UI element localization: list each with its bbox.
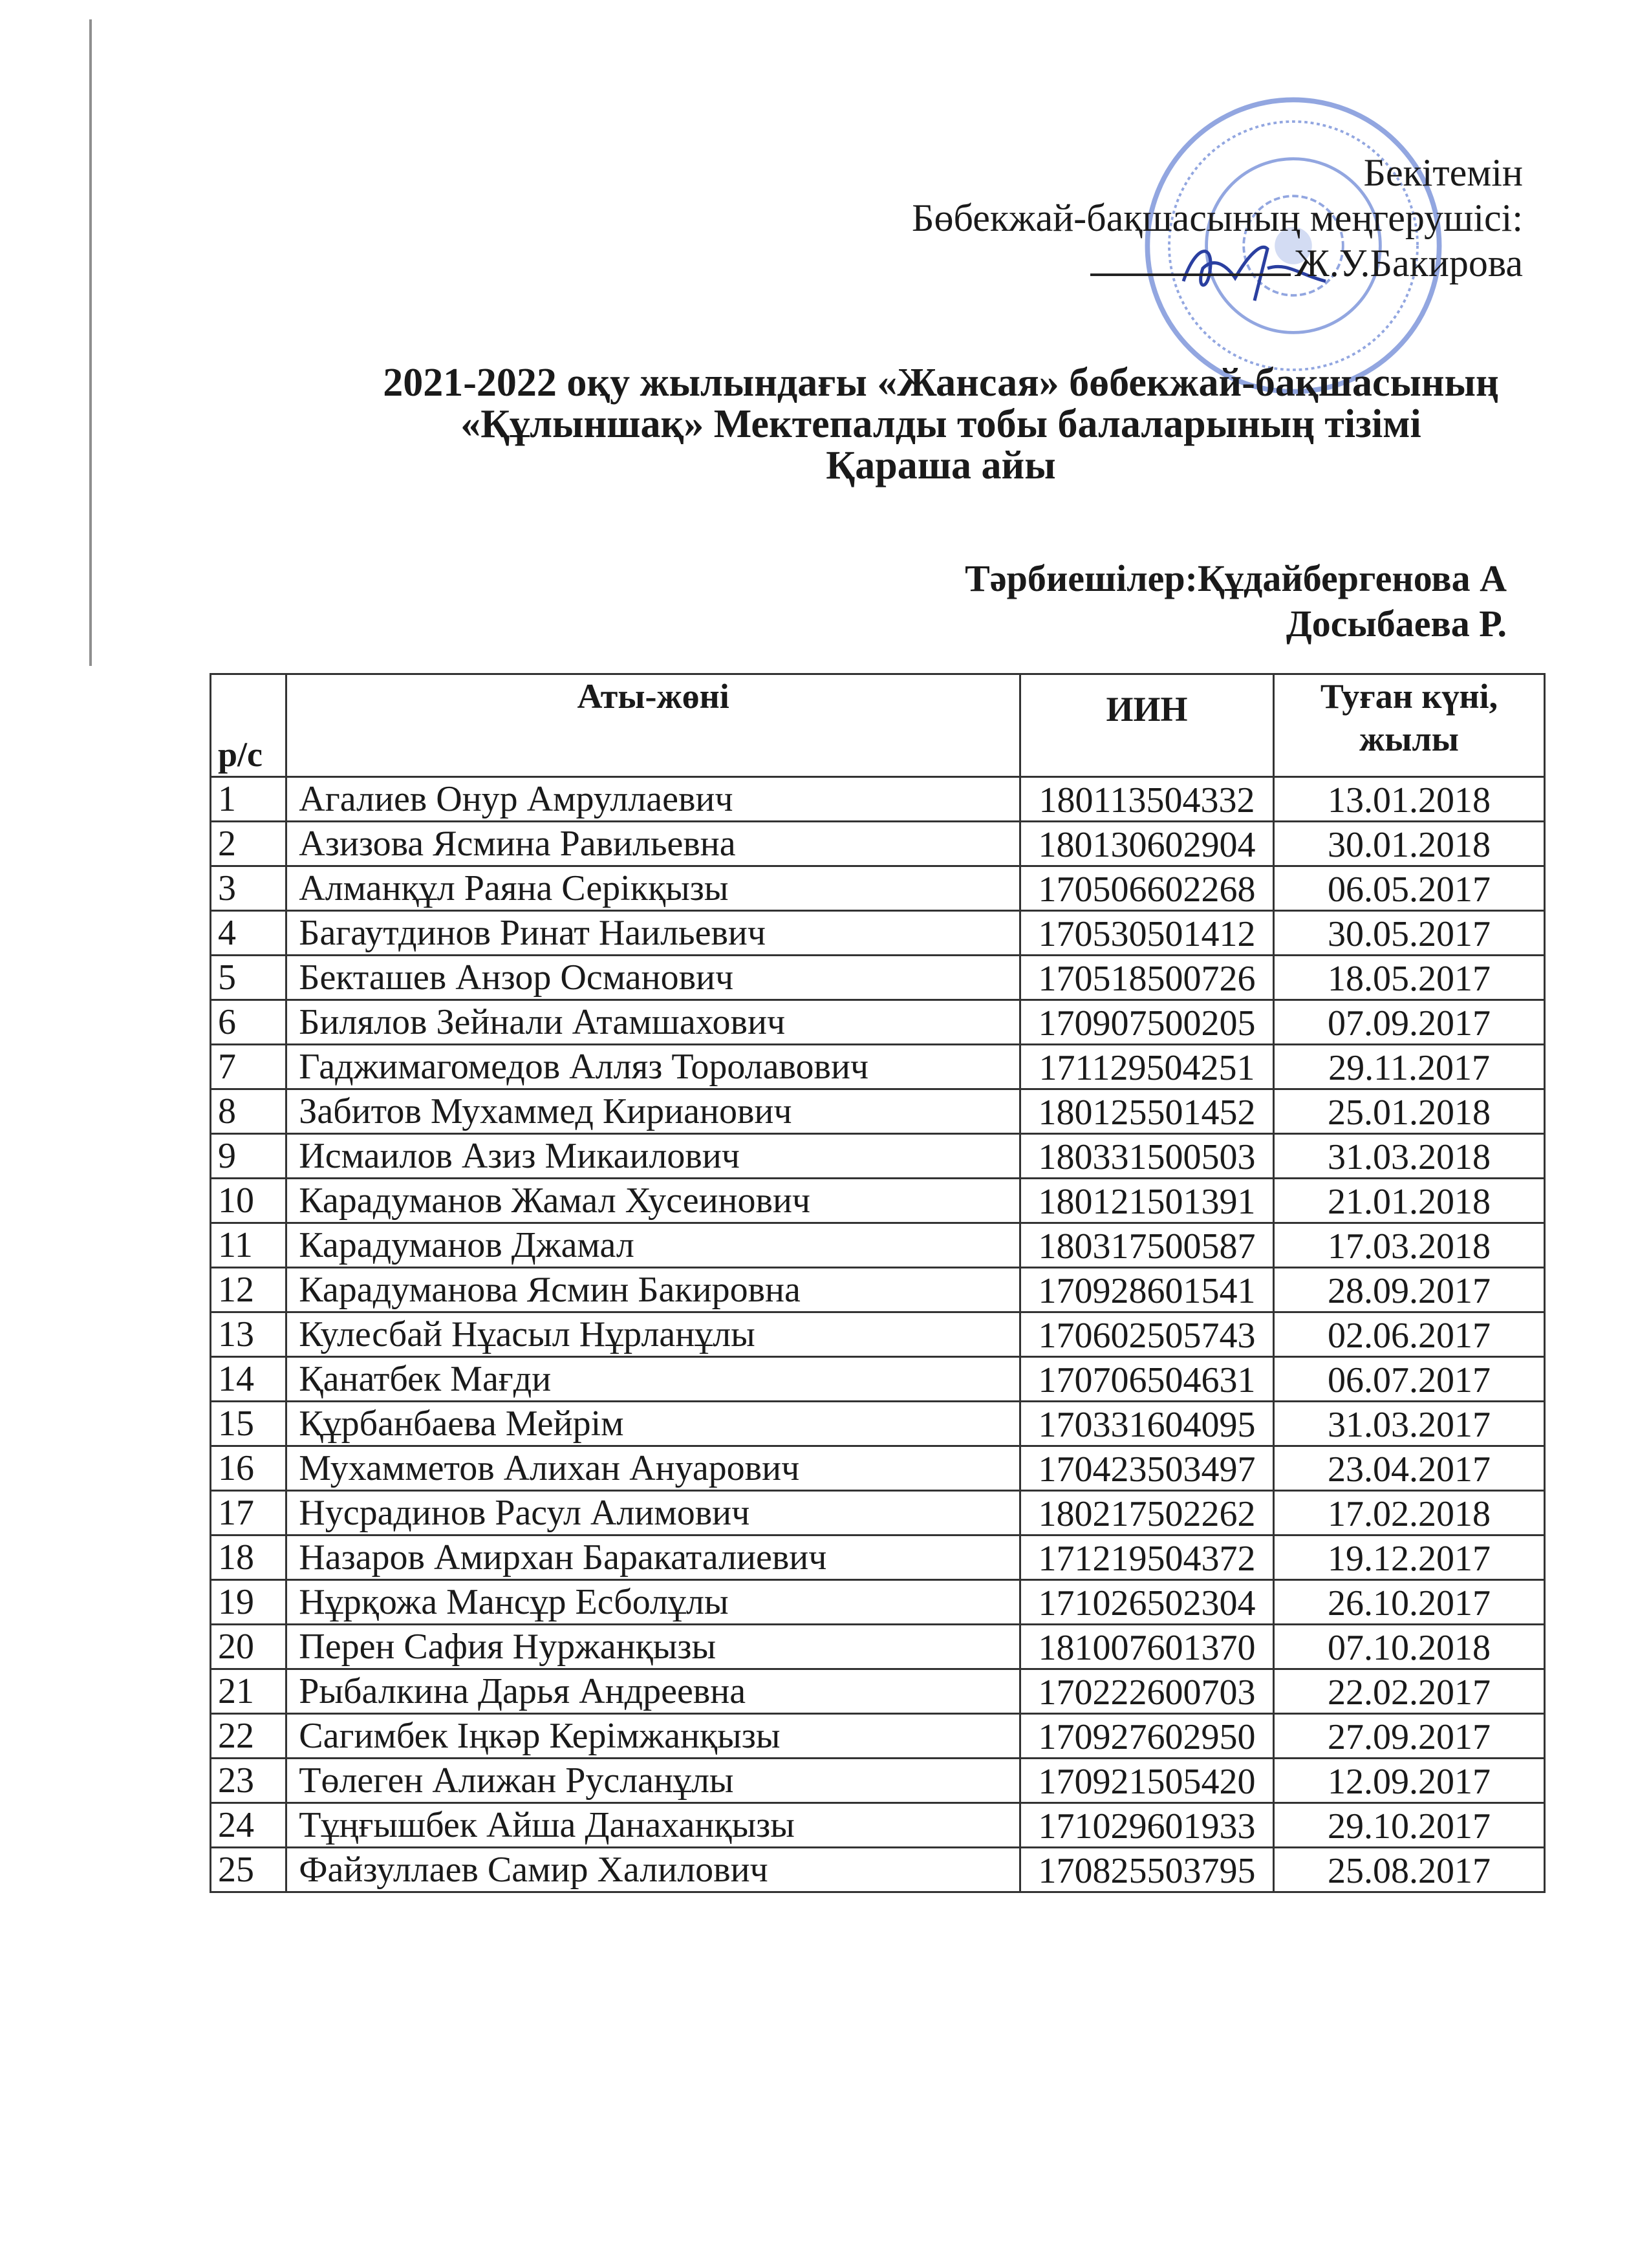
table-row (211, 1223, 1545, 1268)
child-dob: 26.10.2017 (1274, 1580, 1545, 1625)
child-dob: 31.03.2018 (1274, 1134, 1545, 1179)
child-name: Файзуллаев Самир Халилович (286, 1848, 1020, 1892)
table-row (211, 1089, 1545, 1134)
child-dob: 19.12.2017 (1274, 1535, 1545, 1580)
child-name: Гаджимагомедов Алляз Торолавович (286, 1045, 1020, 1089)
child-dob: 31.03.2017 (1274, 1402, 1545, 1446)
child-iin: 180125501452 (1020, 1089, 1273, 1134)
header-num: р/с (211, 674, 286, 777)
child-iin: 170602505743 (1020, 1312, 1273, 1357)
table-row (211, 1580, 1545, 1625)
child-dob: 06.07.2017 (1274, 1357, 1545, 1402)
title-line-2: «Құлыншақ» Мектепалды тобы балаларының тізімі (460, 402, 1421, 446)
table-row (211, 911, 1545, 956)
row-number: 10 (211, 1179, 286, 1223)
row-number: 12 (211, 1268, 286, 1312)
title-line-1: 2021-2022 оқу жылындағы «Жансая» бөбекжай-бақшасының (383, 361, 1499, 405)
child-dob: 29.10.2017 (1274, 1803, 1545, 1848)
child-name: Агалиев Онур Амруллаевич (286, 777, 1020, 822)
child-dob: 25.08.2017 (1274, 1848, 1545, 1892)
child-dob: 07.10.2018 (1274, 1625, 1545, 1669)
row-number: 24 (211, 1803, 286, 1848)
child-iin: 170518500726 (1020, 956, 1273, 1000)
child-iin: 180331500503 (1020, 1134, 1273, 1179)
table-row (211, 1357, 1545, 1402)
child-iin: 171219504372 (1020, 1535, 1273, 1580)
child-iin: 171129504251 (1020, 1045, 1273, 1089)
row-number: 2 (211, 822, 286, 866)
child-dob: 30.05.2017 (1274, 911, 1545, 956)
row-number: 20 (211, 1625, 286, 1669)
child-name: Рыбалкина Дарья Андреевна (286, 1669, 1020, 1714)
child-name: Забитов Мухаммед Кирианович (286, 1089, 1020, 1134)
child-dob: 28.09.2017 (1274, 1268, 1545, 1312)
row-number: 23 (211, 1759, 286, 1803)
row-number: 3 (211, 866, 286, 911)
table-row (211, 1669, 1545, 1714)
row-number: 4 (211, 911, 286, 956)
header-name: Аты-жөні (286, 674, 1020, 777)
child-name: Билялов Зейнали Атамшахович (286, 1000, 1020, 1045)
child-name: Азизова Ясмина Равильевна (286, 822, 1020, 866)
teacher-1: Тәрбиешілер:Құдайбергенова А (965, 557, 1507, 599)
child-name: Төлеген Алижан Русланұлы (286, 1759, 1020, 1803)
child-dob: 30.01.2018 (1274, 822, 1545, 866)
child-iin: 171026502304 (1020, 1580, 1273, 1625)
child-dob: 12.09.2017 (1274, 1759, 1545, 1803)
child-name: Карадуманов Джамал (286, 1223, 1020, 1268)
row-number: 6 (211, 1000, 286, 1045)
header-iin: ИИН (1020, 674, 1273, 777)
child-dob: 23.04.2017 (1274, 1446, 1545, 1491)
child-iin: 180217502262 (1020, 1491, 1273, 1535)
table-row (211, 1402, 1545, 1446)
row-number: 17 (211, 1491, 286, 1535)
child-name: Исмаилов Азиз Микаилович (286, 1134, 1020, 1179)
child-name: Сагимбек Іңкәр Керімжанқызы (286, 1714, 1020, 1759)
child-iin: 171029601933 (1020, 1803, 1273, 1848)
child-iin: 170222600703 (1020, 1669, 1273, 1714)
children-table (210, 673, 1546, 1893)
table-row (211, 956, 1545, 1000)
child-iin: 180130602904 (1020, 822, 1273, 866)
signature-line (1090, 273, 1291, 276)
row-number: 22 (211, 1714, 286, 1759)
child-dob: 17.03.2018 (1274, 1223, 1545, 1268)
row-number: 13 (211, 1312, 286, 1357)
row-number: 11 (211, 1223, 286, 1268)
child-dob: 29.11.2017 (1274, 1045, 1545, 1089)
child-name: Мухамметов Алихан Ануарович (286, 1446, 1020, 1491)
row-number: 14 (211, 1357, 286, 1402)
child-iin: 170506602268 (1020, 866, 1273, 911)
table-row (211, 1268, 1545, 1312)
child-name: Карадуманова Ясмин Бакировна (286, 1268, 1020, 1312)
row-number: 9 (211, 1134, 286, 1179)
row-number: 16 (211, 1446, 286, 1491)
table-row (211, 1134, 1545, 1179)
child-iin: 170706504631 (1020, 1357, 1273, 1402)
child-iin: 170530501412 (1020, 911, 1273, 956)
child-iin: 180317500587 (1020, 1223, 1273, 1268)
child-name: Алманқұл Раяна Серікқызы (286, 866, 1020, 911)
child-dob: 17.02.2018 (1274, 1491, 1545, 1535)
child-name: Тұңғышбек Айша Данаханқызы (286, 1803, 1020, 1848)
child-dob: 22.02.2017 (1274, 1669, 1545, 1714)
child-dob: 21.01.2018 (1274, 1179, 1545, 1223)
child-name: Нусрадинов Расул Алимович (286, 1491, 1020, 1535)
title-line-3: Қараша айы (826, 444, 1056, 487)
row-number: 7 (211, 1045, 286, 1089)
approval-position: Бөбекжай-бақшасының меңгерушісі: (912, 197, 1523, 239)
child-name: Багаутдинов Ринат Наильевич (286, 911, 1020, 956)
approval-block (912, 150, 1523, 286)
table-row (211, 822, 1545, 866)
child-iin: 170927602950 (1020, 1714, 1273, 1759)
table-row (211, 1491, 1545, 1535)
child-iin: 170928601541 (1020, 1268, 1273, 1312)
row-number: 5 (211, 956, 286, 1000)
child-iin: 170825503795 (1020, 1848, 1273, 1892)
row-number: 21 (211, 1669, 286, 1714)
approval-signer (912, 241, 1523, 286)
child-dob: 07.09.2017 (1274, 1000, 1545, 1045)
table-header-row (211, 674, 1545, 777)
child-dob: 02.06.2017 (1274, 1312, 1545, 1357)
child-iin: 170921505420 (1020, 1759, 1273, 1803)
row-number: 19 (211, 1580, 286, 1625)
row-number: 15 (211, 1402, 286, 1446)
header-dob: Туған күні, жылы (1274, 674, 1545, 777)
child-iin: 180113504332 (1020, 777, 1273, 822)
document-title (246, 362, 1636, 486)
signer-name: Ж.У.Бакирова (1295, 242, 1523, 284)
child-dob: 25.01.2018 (1274, 1089, 1545, 1134)
child-name: Назаров Амирхан Баракаталиевич (286, 1535, 1020, 1580)
child-iin: 170423503497 (1020, 1446, 1273, 1491)
table-row (211, 1179, 1545, 1223)
child-name: Нұрқожа Мансұр Есболұлы (286, 1580, 1020, 1625)
child-iin: 181007601370 (1020, 1625, 1273, 1669)
table-row (211, 1848, 1545, 1892)
table-row (211, 1625, 1545, 1669)
table-row (211, 1446, 1545, 1491)
child-name: Перен Сафия Нуржанқызы (286, 1625, 1020, 1669)
child-name: Бекташев Анзор Османович (286, 956, 1020, 1000)
row-number: 8 (211, 1089, 286, 1134)
child-iin: 170907500205 (1020, 1000, 1273, 1045)
teachers-block (965, 556, 1507, 647)
teacher-2: Досыбаева Р. (1286, 603, 1507, 645)
child-name: Қанатбек Мағди (286, 1357, 1020, 1402)
child-iin: 170331604095 (1020, 1402, 1273, 1446)
approval-heading: Бекітемін (1363, 151, 1523, 194)
child-name: Кулесбай Нұасыл Нұрланұлы (286, 1312, 1020, 1357)
child-name: Карадуманов Жамал Хусеинович (286, 1179, 1020, 1223)
child-dob: 06.05.2017 (1274, 866, 1545, 911)
child-dob: 13.01.2018 (1274, 777, 1545, 822)
table-row (211, 1714, 1545, 1759)
child-dob: 27.09.2017 (1274, 1714, 1545, 1759)
table-row (211, 1759, 1545, 1803)
table-row (211, 1312, 1545, 1357)
row-number: 25 (211, 1848, 286, 1892)
table-row (211, 1803, 1545, 1848)
table-row (211, 1000, 1545, 1045)
table-row (211, 1045, 1545, 1089)
row-number: 1 (211, 777, 286, 822)
child-dob: 18.05.2017 (1274, 956, 1545, 1000)
child-name: Құрбанбаева Мейрім (286, 1402, 1020, 1446)
table-row (211, 777, 1545, 822)
child-iin: 180121501391 (1020, 1179, 1273, 1223)
row-number: 18 (211, 1535, 286, 1580)
table-row (211, 1535, 1545, 1580)
scan-edge (89, 19, 92, 666)
table-row (211, 866, 1545, 911)
